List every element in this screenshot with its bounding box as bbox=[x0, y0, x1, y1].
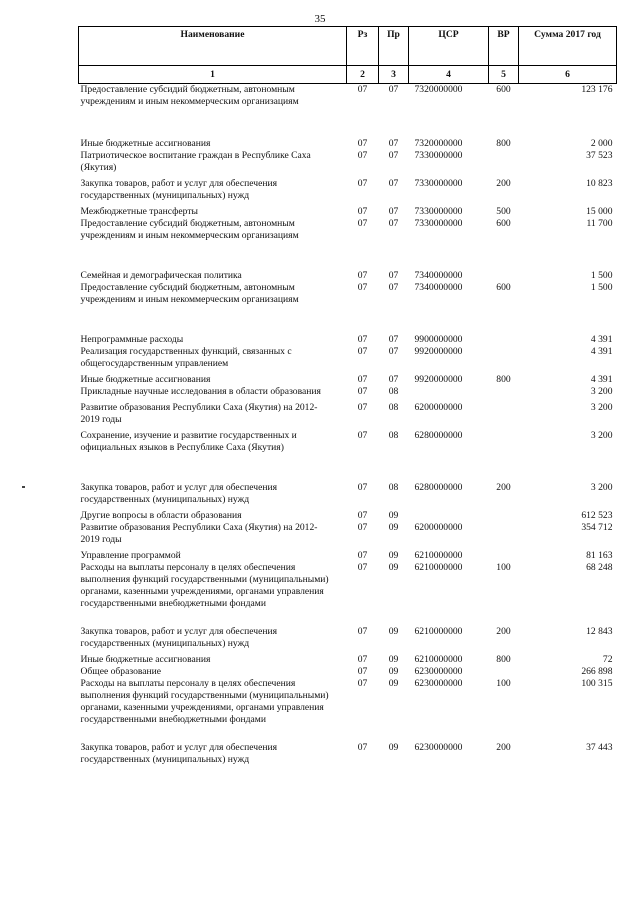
table-row bbox=[79, 678, 617, 726]
row-rz: 07 bbox=[357, 550, 368, 561]
row-vr: 600 bbox=[496, 84, 511, 95]
row-csr: 6210000000 bbox=[414, 654, 463, 665]
row-name: Закупка товаров, работ и услуг для обеспечения государственных (муниципальных) нужд bbox=[80, 482, 278, 505]
row-rz: 07 bbox=[357, 742, 368, 753]
row-sum: 3 200 bbox=[590, 430, 613, 441]
row-csr: 9900000000 bbox=[414, 334, 463, 345]
row-csr: 6200000000 bbox=[414, 402, 463, 413]
row-pr: 07 bbox=[388, 270, 399, 281]
row-spacer-cell bbox=[79, 726, 617, 742]
row-vr bbox=[489, 334, 519, 346]
scan-mark bbox=[22, 486, 25, 488]
row-rz: 07 bbox=[357, 206, 368, 217]
column-number: 2 bbox=[347, 66, 379, 84]
row-sum: 4 391 bbox=[590, 334, 613, 345]
row-pr: 09 bbox=[388, 522, 399, 533]
row-sum: 123 176 bbox=[581, 84, 613, 95]
row-spacer bbox=[79, 454, 617, 482]
row-name: Прикладные научные исследования в области образования bbox=[80, 386, 321, 397]
row-name: Патриотическое воспитание граждан в Республике Саха (Якутия) bbox=[80, 150, 311, 173]
row-sum: 100 315 bbox=[581, 678, 613, 689]
row-vr: 600 bbox=[496, 218, 511, 229]
row-name: Развитие образования Республики Саха (Якутия) на 2012-2019 годы bbox=[80, 402, 318, 425]
table-body bbox=[79, 84, 617, 767]
row-vr: 200 bbox=[496, 482, 511, 493]
row-name: Расходы на выплаты персоналу в целях обеспечения выполнения функций государственными (муниципальными) органами, казенными учреждениями, органами управления государственными внебюджетными фондами bbox=[80, 562, 329, 609]
row-rz: 07 bbox=[357, 678, 368, 689]
row-pr: 07 bbox=[388, 138, 399, 149]
row-pr: 09 bbox=[388, 666, 399, 677]
row-rz: 07 bbox=[357, 218, 368, 229]
row-csr: 7320000000 bbox=[414, 84, 463, 95]
row-name: Закупка товаров, работ и услуг для обеспечения государственных (муниципальных) нужд bbox=[80, 626, 278, 649]
row-csr: 9920000000 bbox=[414, 346, 463, 357]
row-name: Непрограммные расходы bbox=[80, 334, 184, 345]
table-row bbox=[79, 386, 617, 398]
row-rz: 07 bbox=[357, 522, 368, 533]
row-csr: 6230000000 bbox=[414, 678, 463, 689]
row-csr: 6230000000 bbox=[414, 742, 463, 753]
row-rz: 07 bbox=[357, 666, 368, 677]
table-row bbox=[79, 562, 617, 610]
row-pr: 09 bbox=[388, 742, 399, 753]
row-csr: 7330000000 bbox=[414, 206, 463, 217]
row-rz: 07 bbox=[357, 138, 368, 149]
row-sum: 81 163 bbox=[586, 550, 613, 561]
row-csr: 6210000000 bbox=[414, 562, 463, 573]
row-pr: 09 bbox=[388, 678, 399, 689]
table-row bbox=[79, 510, 617, 522]
column-number: 6 bbox=[519, 66, 617, 84]
row-rz: 07 bbox=[357, 562, 368, 573]
table-row bbox=[79, 374, 617, 386]
column-number: 5 bbox=[489, 66, 519, 84]
row-sum: 1 500 bbox=[590, 282, 613, 293]
row-sum: 37 523 bbox=[586, 150, 613, 161]
row-vr bbox=[489, 386, 519, 398]
row-pr: 07 bbox=[388, 218, 399, 229]
row-csr: 7330000000 bbox=[414, 150, 463, 161]
row-vr bbox=[489, 430, 519, 454]
row-rz: 07 bbox=[357, 84, 368, 95]
row-vr: 200 bbox=[496, 626, 511, 637]
table-row bbox=[79, 742, 617, 766]
row-name: Реализация государственных функций, связанных с общегосударственным управлением bbox=[80, 346, 292, 369]
row-vr bbox=[489, 550, 519, 562]
row-sum: 10 823 bbox=[586, 178, 613, 189]
row-pr: 09 bbox=[388, 562, 399, 573]
row-vr: 500 bbox=[496, 206, 511, 217]
row-pr: 09 bbox=[388, 550, 399, 561]
table-row bbox=[79, 666, 617, 678]
table-row bbox=[79, 402, 617, 426]
row-vr: 800 bbox=[496, 654, 511, 665]
row-rz: 07 bbox=[357, 270, 368, 281]
row-sum: 3 200 bbox=[590, 386, 613, 397]
row-sum: 72 bbox=[602, 654, 613, 665]
row-name: Управление программой bbox=[80, 550, 181, 561]
row-rz: 07 bbox=[357, 510, 368, 521]
row-csr: 7330000000 bbox=[414, 178, 463, 189]
row-spacer bbox=[79, 306, 617, 334]
row-spacer bbox=[79, 726, 617, 742]
row-sum: 4 391 bbox=[590, 374, 613, 385]
table-row bbox=[79, 626, 617, 650]
row-sum: 354 712 bbox=[581, 522, 613, 533]
row-pr: 07 bbox=[388, 346, 399, 357]
row-vr: 100 bbox=[496, 678, 511, 689]
row-name: Предоставление субсидий бюджетным, автономным учреждениям и иным некоммерческим организациям bbox=[80, 282, 299, 305]
column-number: 3 bbox=[379, 66, 409, 84]
row-name: Расходы на выплаты персоналу в целях обеспечения выполнения функций государственными (муниципальными) органами, казенными учреждениями, органами управления государственными внебюджетными фондами bbox=[80, 678, 329, 725]
row-name: Иные бюджетные ассигнования bbox=[80, 374, 211, 385]
row-rz: 07 bbox=[357, 430, 368, 441]
table-row bbox=[79, 150, 617, 174]
row-pr: 08 bbox=[388, 386, 399, 397]
table-row bbox=[79, 482, 617, 506]
row-pr: 08 bbox=[388, 402, 399, 413]
row-csr: 7340000000 bbox=[414, 282, 463, 293]
row-spacer bbox=[79, 610, 617, 626]
row-sum: 37 443 bbox=[586, 742, 613, 753]
row-sum: 1 500 bbox=[590, 270, 613, 281]
table-row bbox=[79, 270, 617, 282]
row-spacer-cell bbox=[79, 108, 617, 138]
row-rz: 07 bbox=[357, 178, 368, 189]
table-row bbox=[79, 550, 617, 562]
table-row bbox=[79, 282, 617, 306]
row-csr: 7320000000 bbox=[414, 138, 463, 149]
header-name: Наименование bbox=[79, 27, 347, 66]
row-pr: 07 bbox=[388, 206, 399, 217]
row-name: Закупка товаров, работ и услуг для обеспечения государственных (муниципальных) нужд bbox=[80, 742, 278, 765]
row-csr: 6280000000 bbox=[414, 430, 463, 441]
row-csr: 7340000000 bbox=[414, 270, 463, 281]
row-csr: 6210000000 bbox=[414, 550, 463, 561]
row-csr: 7330000000 bbox=[414, 218, 463, 229]
row-rz: 07 bbox=[357, 626, 368, 637]
row-csr: 6200000000 bbox=[414, 522, 463, 533]
table-row bbox=[79, 138, 617, 150]
row-csr bbox=[409, 510, 489, 522]
row-csr: 9920000000 bbox=[414, 374, 463, 385]
table-row bbox=[79, 654, 617, 666]
row-spacer-cell bbox=[79, 242, 617, 270]
header-row bbox=[79, 27, 617, 66]
row-sum: 266 898 bbox=[581, 666, 613, 677]
row-vr bbox=[489, 270, 519, 282]
row-spacer-cell bbox=[79, 306, 617, 334]
row-vr bbox=[489, 510, 519, 522]
row-rz: 07 bbox=[357, 386, 368, 397]
row-spacer bbox=[79, 242, 617, 270]
row-rz: 07 bbox=[357, 482, 368, 493]
row-pr: 07 bbox=[388, 84, 399, 95]
row-rz: 07 bbox=[357, 654, 368, 665]
row-sum: 15 000 bbox=[586, 206, 613, 217]
row-pr: 08 bbox=[388, 430, 399, 441]
table-row bbox=[79, 206, 617, 218]
row-csr bbox=[409, 386, 489, 398]
row-vr bbox=[489, 150, 519, 174]
row-vr: 100 bbox=[496, 562, 511, 573]
row-rz: 07 bbox=[357, 374, 368, 385]
row-csr: 6210000000 bbox=[414, 626, 463, 637]
row-name: Закупка товаров, работ и услуг для обеспечения государственных (муниципальных) нужд bbox=[80, 178, 278, 201]
row-sum: 3 200 bbox=[590, 482, 613, 493]
header-rz: Рз bbox=[347, 27, 379, 66]
row-sum: 12 843 bbox=[586, 626, 613, 637]
row-rz: 07 bbox=[357, 282, 368, 293]
row-sum: 11 700 bbox=[586, 218, 613, 229]
table-row bbox=[79, 430, 617, 454]
header-sum: Сумма 2017 год bbox=[519, 27, 617, 66]
row-csr: 6230000000 bbox=[414, 666, 463, 677]
row-name: Предоставление субсидий бюджетным, автономным учреждениям и иным некоммерческим организациям bbox=[80, 84, 299, 107]
row-pr: 07 bbox=[388, 374, 399, 385]
row-name: Межбюджетные трансферты bbox=[80, 206, 198, 217]
row-spacer-cell bbox=[79, 610, 617, 626]
row-rz: 07 bbox=[357, 150, 368, 161]
header-csr: ЦСР bbox=[409, 27, 489, 66]
row-sum: 2 000 bbox=[590, 138, 613, 149]
row-pr: 08 bbox=[388, 482, 399, 493]
column-number: 4 bbox=[409, 66, 489, 84]
row-sum: 68 248 bbox=[586, 562, 613, 573]
row-vr bbox=[489, 666, 519, 678]
table-row bbox=[79, 334, 617, 346]
row-vr: 800 bbox=[496, 138, 511, 149]
row-spacer-cell bbox=[79, 454, 617, 482]
table-row bbox=[79, 84, 617, 109]
row-pr: 07 bbox=[388, 334, 399, 345]
row-sum: 4 391 bbox=[590, 346, 613, 357]
row-name: Иные бюджетные ассигнования bbox=[80, 654, 211, 665]
row-rz: 07 bbox=[357, 346, 368, 357]
header-vr: ВР bbox=[489, 27, 519, 66]
row-pr: 09 bbox=[388, 626, 399, 637]
row-name: Сохранение, изучение и развитие государственных и официальных языков в Республике Саха (Якутия) bbox=[80, 430, 297, 453]
table-row bbox=[79, 522, 617, 546]
row-csr: 6280000000 bbox=[414, 482, 463, 493]
row-name: Предоставление субсидий бюджетным, автономным учреждениям и иным некоммерческим организациям bbox=[80, 218, 299, 241]
row-rz: 07 bbox=[357, 334, 368, 345]
row-rz: 07 bbox=[357, 402, 368, 413]
row-vr bbox=[489, 402, 519, 426]
row-pr: 07 bbox=[388, 178, 399, 189]
row-pr: 09 bbox=[388, 654, 399, 665]
row-vr bbox=[489, 522, 519, 546]
page-number: 35 bbox=[314, 13, 326, 25]
row-pr: 07 bbox=[388, 282, 399, 293]
table-row bbox=[79, 218, 617, 242]
column-number-row bbox=[79, 66, 617, 84]
row-sum: 3 200 bbox=[590, 402, 613, 413]
table-row bbox=[79, 346, 617, 370]
row-sum: 612 523 bbox=[581, 510, 613, 521]
row-vr: 800 bbox=[496, 374, 511, 385]
row-name: Другие вопросы в области образования bbox=[80, 510, 242, 521]
header-pr: Пр bbox=[379, 27, 409, 66]
row-vr bbox=[489, 346, 519, 370]
row-pr: 07 bbox=[388, 150, 399, 161]
row-vr: 600 bbox=[496, 282, 511, 293]
table-row bbox=[79, 178, 617, 202]
row-spacer bbox=[79, 108, 617, 138]
row-vr: 200 bbox=[496, 742, 511, 753]
row-name: Иные бюджетные ассигнования bbox=[80, 138, 211, 149]
row-name: Развитие образования Республики Саха (Якутия) на 2012-2019 годы bbox=[80, 522, 318, 545]
row-name: Общее образование bbox=[80, 666, 162, 677]
row-name: Семейная и демографическая политика bbox=[80, 270, 242, 281]
budget-table bbox=[78, 26, 617, 766]
column-number: 1 bbox=[79, 66, 347, 84]
row-pr: 09 bbox=[388, 510, 399, 521]
row-vr: 200 bbox=[496, 178, 511, 189]
